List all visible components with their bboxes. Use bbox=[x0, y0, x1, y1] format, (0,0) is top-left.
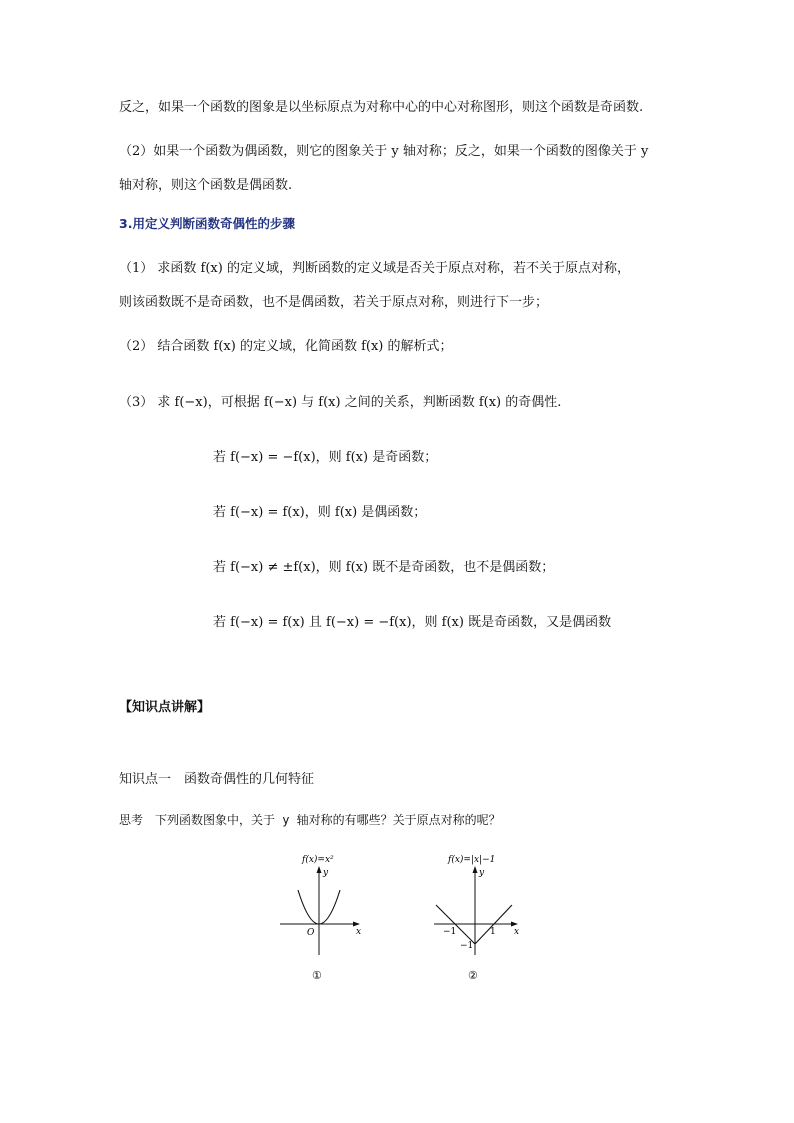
figure2-tick-pos1-x: 1 bbox=[490, 927, 496, 937]
figure2-x-label: x bbox=[514, 927, 520, 937]
figure2-number: ② bbox=[468, 969, 478, 982]
think-question: 思考 下列函数图象中，关于 y 轴对称的有哪些？关于原点对称的呢？ bbox=[119, 813, 501, 827]
figure2-tick-neg1-y: −1 bbox=[460, 941, 474, 951]
knowledge-heading: 【知识点讲解】 bbox=[119, 700, 211, 715]
case-odd: 若 f(−x) = −f(x)，则 f(x) 是奇函数； bbox=[213, 450, 438, 465]
figure1-number: ① bbox=[312, 969, 322, 982]
figure1-origin-label: O bbox=[307, 928, 315, 938]
step-1-line2: 则该函数既不是奇函数，也不是偶函数，若关于原点对称，则进行下一步； bbox=[119, 295, 549, 310]
figure1-y-label: y bbox=[323, 868, 329, 878]
paragraph-odd-converse: 反之，如果一个函数的图象是以坐标原点为对称中心的中心对称图形，则这个函数是奇函数. bbox=[119, 100, 644, 115]
figure2-tick-neg1-x: −1 bbox=[443, 927, 457, 937]
step-1-line1: （1） 求函数 f(x) 的定义域，判断函数的定义域是否关于原点对称，若不关于原点对称， bbox=[119, 261, 630, 276]
figure2-y-label: y bbox=[479, 868, 485, 878]
paragraph-even-function-line2: 轴对称，则这个函数是偶函数. bbox=[119, 178, 293, 193]
knowledge-point-1-title: 知识点一 函数奇偶性的几何特征 bbox=[119, 772, 315, 787]
paragraph-even-function-line1: （2）如果一个函数为偶函数，则它的图象关于 y 轴对称；反之，如果一个函数的图像关于 y bbox=[119, 144, 649, 159]
section-3-title: 3.用定义判断函数奇偶性的步骤 bbox=[119, 216, 295, 231]
figure2-caption: f(x)=|x|−1 bbox=[448, 855, 496, 865]
figure-parabola bbox=[270, 852, 380, 987]
figure2-x-arrow bbox=[511, 922, 518, 927]
figure2-y-arrow bbox=[473, 866, 478, 873]
case-neither: 若 f(−x) ≠ ±f(x)，则 f(x) 既不是奇函数，也不是偶函数； bbox=[213, 560, 555, 575]
figure1-x-label: x bbox=[356, 927, 362, 937]
step-3: （3） 求 f(−x)，可根据 f(−x) 与 f(x) 之间的关系，判断函数 f(x) 的奇偶性. bbox=[119, 395, 562, 410]
figure1-caption: f(x)=x² bbox=[302, 855, 334, 865]
figure1-y-arrow bbox=[317, 866, 322, 873]
figure1-x-arrow bbox=[353, 922, 360, 927]
figure-abs-minus-one bbox=[428, 852, 538, 987]
case-both: 若 f(−x) = f(x) 且 f(−x) = −f(x)，则 f(x) 既是奇函数，又是偶函数 bbox=[213, 615, 612, 630]
case-even: 若 f(−x) = f(x)，则 f(x) 是偶函数； bbox=[213, 505, 427, 520]
step-2: （2） 结合函数 f(x) 的定义域，化简函数 f(x) 的解析式； bbox=[119, 339, 453, 354]
